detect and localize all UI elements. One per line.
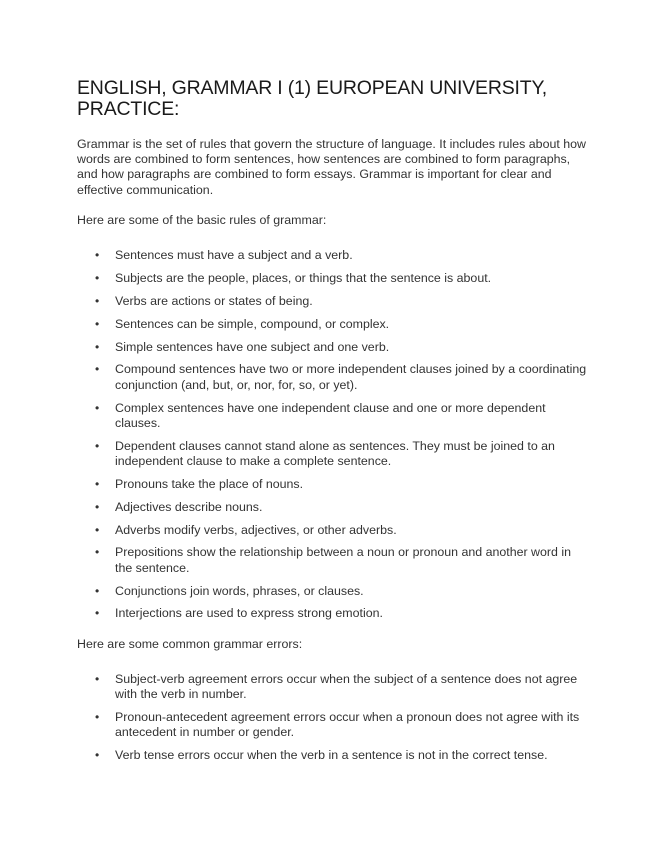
list-item-text: Adverbs modify verbs, adjectives, or other adverbs.	[115, 522, 397, 537]
list-item	[77, 271, 587, 286]
list-item-text: Verb tense errors occur when the verb in a sentence is not in the correct tense.	[115, 748, 548, 763]
list-item	[77, 362, 587, 392]
bullet-icon: •	[95, 438, 100, 453]
list-item-text: Dependent clauses cannot stand alone as sentences. They must be joined to an independent clause to make a complete sentence.	[115, 438, 555, 468]
list-item	[77, 545, 587, 575]
list-item	[77, 248, 587, 263]
list-item	[77, 748, 587, 763]
intro-paragraph: Grammar is the set of rules that govern the structure of language. It includes rules about how words are combined to form sentences, how sentences are combined to form paragraphs, and how paragraphs are combined to form essays. Grammar is important for clear and effective communication.	[77, 137, 586, 197]
list-item	[77, 439, 587, 469]
list-item-text: Sentences can be simple, compound, or complex.	[115, 316, 390, 331]
list-item-text: Subject-verb agreement errors occur when the subject of a sentence does not agree with the verb in number.	[115, 672, 578, 702]
list-item	[77, 606, 587, 621]
list-item-text: Pronoun-antecedent agreement errors occur when a pronoun does not agree with its antecedent in number or gender.	[115, 710, 580, 740]
bullet-icon: •	[95, 606, 100, 621]
rules-heading: Here are some of the basic rules of grammar:	[77, 213, 327, 227]
bullet-icon: •	[95, 710, 100, 725]
list-item-text: Simple sentences have one subject and one verb.	[115, 339, 390, 354]
bullet-icon: •	[95, 545, 100, 560]
bullet-icon: •	[95, 748, 100, 763]
list-item-text: Subjects are the people, places, or things that the sentence is about.	[115, 270, 492, 285]
list-item	[77, 401, 587, 431]
list-item	[77, 477, 587, 492]
list-item	[77, 710, 587, 740]
bullet-icon: •	[95, 499, 100, 514]
list-item-text: Interjections are used to express strong emotion.	[115, 606, 383, 621]
bullet-icon: •	[95, 248, 100, 262]
bullet-icon: •	[95, 672, 100, 686]
bullet-icon: •	[95, 270, 100, 285]
list-item	[77, 672, 587, 702]
bullet-icon: •	[95, 316, 100, 331]
list-item-text: Compound sentences have two or more independent clauses joined by a coordinating conjunction (and, but, or, nor, for, so, or yet).	[115, 362, 587, 392]
bullet-icon: •	[95, 339, 100, 354]
list-item-text: Pronouns take the place of nouns.	[115, 476, 304, 491]
document-title: ENGLISH, GRAMMAR I (1) EUROPEAN UNIVERSITY, PRACTICE:	[77, 77, 547, 120]
list-item	[77, 523, 587, 538]
bullet-icon: •	[95, 476, 100, 491]
grammar-rules-list	[77, 248, 587, 629]
list-item	[77, 317, 587, 332]
list-item	[77, 340, 587, 355]
bullet-icon: •	[95, 400, 100, 415]
grammar-errors-list	[77, 672, 587, 771]
list-item	[77, 294, 587, 309]
list-item-text: Adjectives describe nouns.	[115, 499, 263, 514]
list-item-text: Complex sentences have one independent clause and one or more dependent clauses.	[115, 400, 546, 430]
list-item-text: Verbs are actions or states of being.	[115, 293, 313, 308]
list-item-text: Conjunctions join words, phrases, or clauses.	[115, 583, 364, 598]
list-item-text: Sentences must have a subject and a verb.	[115, 248, 353, 262]
list-item	[77, 500, 587, 515]
errors-heading: Here are some common grammar errors:	[77, 637, 303, 651]
bullet-icon: •	[95, 293, 100, 308]
bullet-icon: •	[95, 522, 100, 537]
bullet-icon: •	[95, 583, 100, 598]
bullet-icon: •	[95, 362, 100, 377]
list-item	[77, 584, 587, 599]
list-item-text: Prepositions show the relationship between a noun or pronoun and another word in the sentence.	[115, 545, 572, 575]
